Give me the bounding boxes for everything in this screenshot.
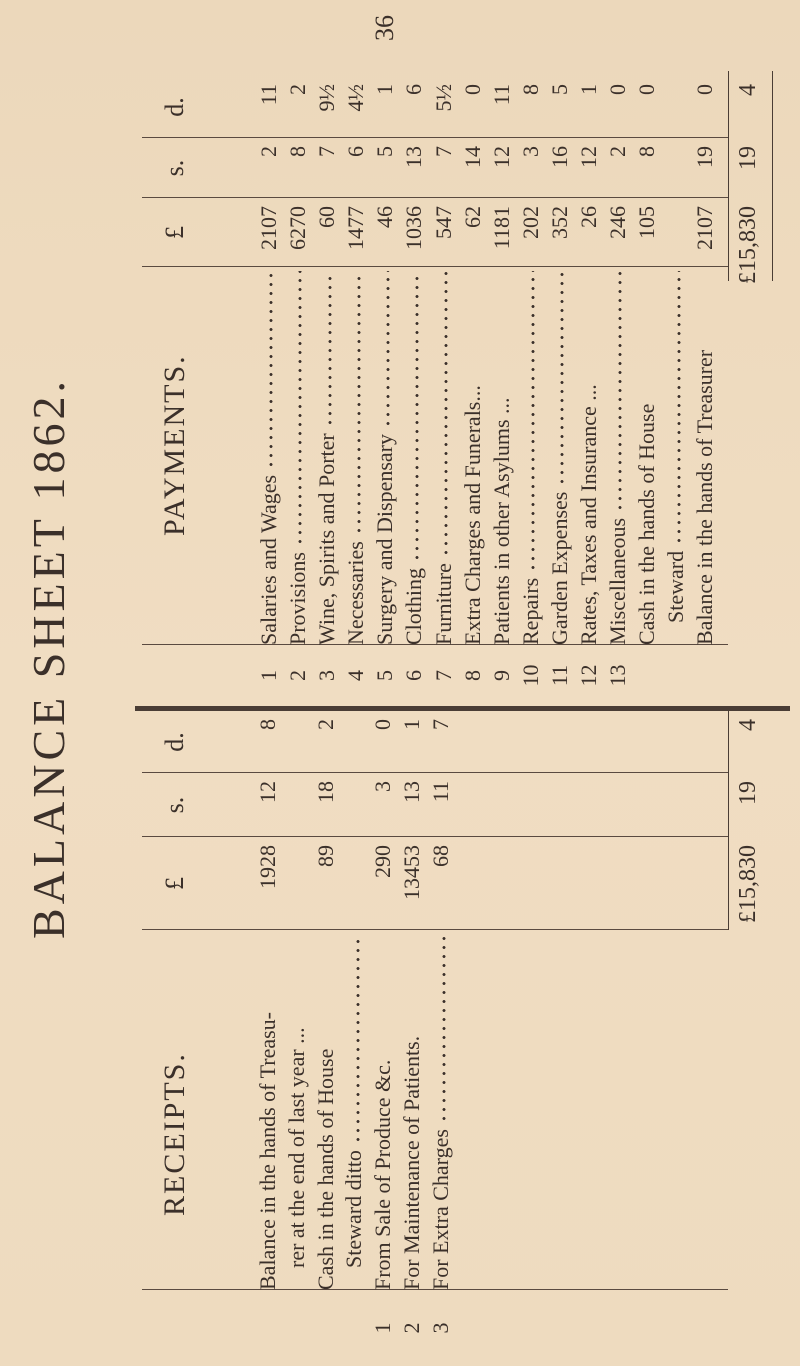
leader-dots	[312, 271, 341, 427]
leader-dots	[254, 271, 283, 469]
row-number: 13	[605, 664, 631, 687]
total-shillings: 19	[735, 781, 761, 805]
total-pence: 4	[735, 84, 761, 96]
ledger-row	[283, 76, 312, 706]
amount-shillings: 19	[692, 146, 718, 168]
amount-shillings	[661, 138, 690, 198]
ledger-row	[516, 76, 545, 706]
ledger-row	[545, 76, 574, 706]
row-label	[661, 267, 690, 645]
leader-dots	[516, 271, 545, 572]
row-label-text: Balance in the hands of Treasurer	[692, 349, 718, 645]
leader-dots	[427, 934, 456, 1123]
amount-shillings: 2	[256, 146, 281, 157]
amount-shillings: 16	[546, 146, 572, 168]
row-label-text: rer at the end of last year ...	[283, 1027, 309, 1268]
amount-pounds: 62	[459, 206, 485, 228]
row-number: 8	[459, 670, 485, 681]
amount-pence: 0	[370, 719, 396, 730]
amount-pounds: 26	[576, 206, 602, 228]
ledger-row	[341, 76, 370, 706]
amount-shillings: 12	[488, 146, 514, 168]
section-divider	[135, 706, 790, 711]
row-number	[661, 645, 690, 706]
row-label-text: Garden Expenses	[546, 491, 572, 645]
amount-shillings: 14	[459, 146, 485, 168]
ledger-row	[398, 711, 427, 1366]
row-label-text: Repairs	[517, 577, 543, 645]
row-label-text: Steward	[663, 550, 689, 623]
row-label	[370, 267, 399, 645]
row-number: 5	[372, 670, 398, 681]
row-number: 4	[343, 670, 369, 681]
ledger-row	[632, 76, 661, 706]
amount-pence: 7	[427, 719, 453, 730]
amount-pounds: 6270	[285, 206, 311, 250]
row-number: 6	[401, 670, 427, 681]
row-label-text: Necessaries	[343, 541, 369, 645]
amount-pounds: 290	[370, 845, 396, 878]
row-number: 12	[576, 664, 602, 687]
total-rule	[728, 71, 729, 281]
page-number: 36	[370, 15, 399, 41]
amount-pence	[283, 711, 312, 773]
ledger-row	[312, 76, 341, 706]
row-number: 1	[370, 1322, 396, 1334]
amount-pounds: 547	[430, 206, 456, 239]
row-label-text: From Sale of Produce &c.	[370, 1059, 396, 1290]
receipts-rows	[254, 711, 456, 1366]
row-label	[487, 267, 516, 645]
amount-pence: 0	[634, 84, 660, 95]
row-label-text: Steward ditto	[341, 1150, 367, 1268]
amount-pounds: 46	[372, 206, 398, 228]
row-label-text: Clothing	[401, 567, 427, 645]
row-label-text: Cash in the hands of House	[312, 1048, 338, 1290]
row-label	[399, 267, 428, 645]
total-rule	[728, 711, 729, 930]
row-label	[632, 267, 661, 645]
leader-dots	[341, 271, 370, 535]
row-label	[545, 267, 574, 645]
ledger-row	[283, 711, 312, 1366]
page-title: BALANCE SHEET 1862.	[23, 377, 74, 939]
amount-pence: 5½	[430, 84, 456, 112]
row-label-text: For Maintenance of Patients.	[398, 1035, 424, 1290]
amount-shillings: 8	[634, 146, 660, 157]
amount-shillings: 13	[401, 146, 427, 168]
total-pence: 4	[735, 719, 761, 731]
row-label-text: Rates, Taxes and Insurance ...	[576, 384, 602, 645]
leader-dots	[399, 271, 428, 562]
ledger-row	[690, 76, 719, 706]
row-number: 11	[546, 664, 572, 687]
amount-pence: 1	[372, 84, 398, 95]
ledger-row	[369, 711, 398, 1366]
leader-dots	[429, 271, 458, 557]
amount-pence: 5	[546, 84, 572, 95]
total-pounds: £15,830	[735, 206, 761, 284]
row-number	[312, 1290, 341, 1366]
ledger-row	[603, 76, 632, 706]
row-label	[312, 267, 341, 645]
ledger-row	[340, 711, 369, 1366]
amount-pounds	[661, 198, 690, 267]
row-number: 2	[285, 670, 311, 681]
leader-dots	[545, 271, 574, 486]
ledger-row	[312, 711, 341, 1366]
row-number: 10	[517, 664, 543, 687]
row-label	[341, 267, 370, 645]
amount-pounds: 1477	[343, 206, 369, 250]
amount-shillings: 18	[312, 781, 338, 803]
row-label-text: Salaries and Wages	[256, 474, 281, 645]
row-number: 3	[427, 1322, 453, 1334]
amount-pounds: 352	[546, 206, 572, 239]
amount-pence: 1	[576, 84, 602, 95]
amount-pence: 9½	[314, 84, 340, 112]
row-number: 2	[398, 1322, 424, 1334]
amount-shillings: 11	[427, 781, 453, 803]
amount-pence	[661, 76, 690, 138]
row-label	[340, 930, 369, 1290]
row-number: 1	[256, 670, 281, 681]
row-label	[690, 267, 719, 645]
ledger-row	[399, 76, 428, 706]
amount-pounds	[283, 837, 312, 930]
amount-pounds: 13453	[398, 845, 424, 900]
row-label	[398, 930, 427, 1290]
row-label	[369, 930, 398, 1290]
amount-shillings	[340, 773, 369, 837]
row-number	[690, 645, 719, 706]
row-label-text: Cash in the hands of House	[634, 403, 660, 645]
leader-dots	[340, 934, 369, 1144]
amount-shillings: 3	[517, 146, 543, 157]
row-label	[254, 930, 283, 1290]
row-number	[340, 1290, 369, 1366]
amount-pence: 2	[312, 719, 338, 730]
amount-pence: 0	[692, 84, 718, 95]
row-label	[574, 267, 603, 645]
row-label	[254, 267, 283, 645]
total-rule	[772, 71, 773, 281]
amount-shillings	[283, 773, 312, 837]
amount-pounds: 2107	[256, 206, 281, 250]
row-number	[254, 1290, 283, 1366]
amount-pounds: 1181	[488, 206, 514, 250]
row-number: 3	[314, 670, 340, 681]
amount-shillings: 7	[314, 146, 340, 157]
row-label-text: Patients in other Asylums ...	[488, 397, 514, 645]
amount-pence: 11	[488, 84, 514, 106]
amount-shillings: 7	[430, 146, 456, 157]
ledger-row	[487, 76, 516, 706]
ledger-row	[661, 76, 690, 706]
ledger-row	[254, 76, 283, 706]
row-label	[312, 930, 341, 1290]
amount-shillings: 13	[398, 781, 424, 803]
amount-pounds: 105	[634, 206, 660, 239]
ledger-row	[574, 76, 603, 706]
row-label	[283, 930, 312, 1290]
ledger-row	[427, 711, 456, 1366]
amount-pounds: 2107	[692, 206, 718, 250]
leader-dots	[661, 271, 690, 545]
amount-pounds: 89	[312, 845, 338, 867]
amount-pounds: 60	[314, 206, 340, 228]
payments-heading: PAYMENTS.	[158, 354, 191, 536]
shillings-header: s.	[160, 796, 189, 814]
amount-pence: 0	[605, 84, 631, 95]
row-label	[429, 267, 458, 645]
receipts-total	[735, 711, 762, 930]
row-label-text: Provisions	[285, 552, 311, 645]
total-shillings: 19	[735, 146, 761, 170]
pounds-header: £	[160, 877, 189, 890]
row-label-text: Balance in the hands of Treasu-	[255, 1012, 280, 1290]
amount-pounds: 1036	[401, 206, 427, 250]
pounds-header: £	[160, 226, 189, 239]
row-label-text: For Extra Charges	[427, 1129, 453, 1290]
amount-pence: 11	[256, 84, 281, 106]
row-label-text: Wine, Spirits and Porter	[314, 433, 340, 645]
amount-pounds: 202	[517, 206, 543, 239]
amount-shillings: 6	[343, 146, 369, 157]
total-pounds: £15,830	[735, 845, 761, 923]
amount-shillings: 12	[576, 146, 602, 168]
row-number: 7	[430, 670, 456, 681]
pence-header: d.	[160, 732, 189, 752]
row-number	[283, 1290, 312, 1366]
pence-header: d.	[160, 97, 189, 117]
amount-pounds: 1928	[255, 845, 280, 889]
amount-pounds: 246	[605, 206, 631, 239]
amount-pence: 1	[398, 719, 424, 730]
row-number	[632, 645, 661, 706]
amount-shillings: 3	[370, 781, 396, 792]
row-number: 9	[488, 670, 514, 681]
ledger-row	[254, 711, 283, 1366]
receipts-heading: RECEIPTS.	[158, 1052, 191, 1216]
amount-pence: 0	[459, 84, 485, 95]
shillings-header: s.	[160, 159, 189, 177]
payments-total	[735, 76, 762, 291]
amount-shillings: 2	[605, 146, 631, 157]
amount-pounds: 68	[427, 845, 453, 867]
row-label-text: Extra Charges and Funerals...	[459, 385, 485, 645]
amount-pence: 8	[517, 84, 543, 95]
row-label-text: Miscellaneous	[605, 517, 631, 645]
payments-rows	[254, 76, 720, 706]
amount-shillings: 12	[255, 781, 280, 803]
amount-shillings: 8	[285, 146, 311, 157]
row-label	[603, 267, 632, 645]
row-label	[516, 267, 545, 645]
amount-pence: 8	[255, 719, 280, 730]
amount-pence: 6	[401, 84, 427, 95]
amount-pence: 2	[285, 84, 311, 95]
row-label-text: Surgery and Dispensary	[372, 434, 398, 645]
row-label	[458, 267, 487, 645]
ledger-row	[370, 76, 399, 706]
amount-pence	[340, 711, 369, 773]
amount-pounds	[340, 837, 369, 930]
leader-dots	[283, 271, 312, 546]
leader-dots	[370, 271, 399, 428]
ledger-row	[458, 76, 487, 706]
amount-pence: 4½	[343, 84, 369, 112]
row-label	[427, 930, 456, 1290]
row-label-text: Furniture	[430, 563, 456, 645]
ledger-row	[429, 76, 458, 706]
row-label	[283, 267, 312, 645]
leader-dots	[603, 271, 632, 512]
amount-shillings: 5	[372, 146, 398, 157]
